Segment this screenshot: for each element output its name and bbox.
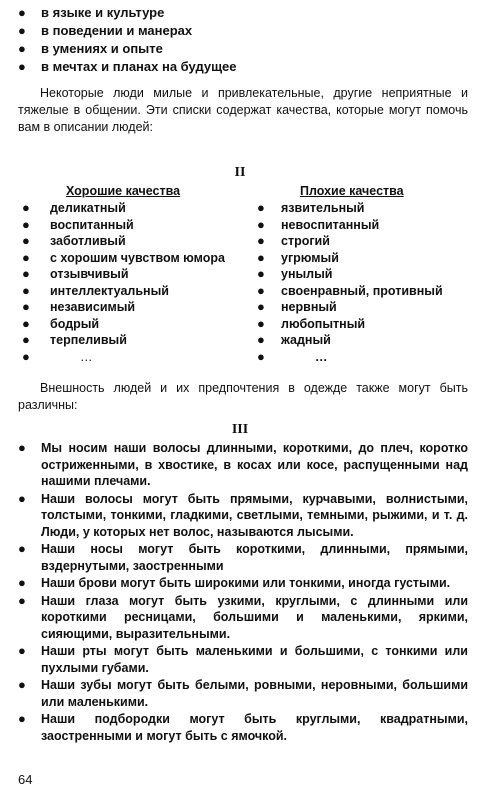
list-item-text: Наши рты могут быть маленькими и большими, с тонкими или пухлыми губами.	[41, 644, 468, 675]
bullet-icon: ●	[18, 711, 26, 726]
list-item	[253, 283, 468, 300]
section-number-3: III	[231, 422, 249, 437]
bullet-icon: ●	[257, 332, 265, 347]
bullet-icon: ●	[18, 23, 26, 38]
list-item-text: с хорошим чувством юмора	[50, 250, 225, 265]
list-item	[18, 316, 253, 333]
list-item	[253, 217, 468, 234]
bad-qualities-column	[253, 182, 468, 365]
list-item	[18, 299, 253, 316]
list-item-text: любопытный	[281, 316, 366, 331]
bullet-icon: ●	[18, 575, 26, 590]
list-item-text: строгий	[281, 234, 330, 248]
bullet-icon: ●	[22, 348, 30, 364]
list-item	[18, 440, 468, 490]
page-number: 64	[18, 772, 33, 787]
bullet-icon: ●	[257, 299, 265, 314]
list-item	[18, 200, 253, 217]
list-item-text: нервный	[281, 300, 337, 314]
bullet-icon: ●	[257, 348, 265, 364]
list-item	[18, 217, 253, 234]
list-item	[18, 40, 468, 58]
bullet-icon: ●	[22, 332, 30, 347]
bullet-icon: ●	[18, 677, 26, 692]
bullet-icon: ●	[22, 216, 30, 232]
list-item	[18, 4, 468, 22]
list-item-text: Наши носы могут быть короткими, длинными, прямыми, вздернутыми, заостренными	[41, 542, 468, 573]
bullet-icon: ●	[22, 299, 30, 314]
bullet-icon: ●	[257, 266, 265, 281]
list-item-text: …	[80, 349, 93, 364]
list-item-text: невоспитанный	[281, 217, 380, 232]
list-item-text: жадный	[281, 333, 331, 347]
list-item-text: угрюмый	[281, 250, 339, 265]
bad-qualities-heading: Плохие качества	[300, 184, 404, 198]
list-item	[18, 58, 468, 76]
list-item	[253, 266, 468, 283]
list-item	[253, 200, 468, 217]
list-item-text: в поведении и манерах	[41, 23, 193, 38]
list-item	[18, 643, 468, 676]
list-item	[18, 266, 253, 283]
bullet-icon: ●	[18, 592, 26, 608]
list-item-text: интеллектуальный	[50, 283, 169, 298]
good-qualities-column	[18, 182, 253, 365]
list-item-text: заботливый	[50, 234, 126, 248]
bad-qualities-list	[253, 200, 468, 365]
list-item	[18, 593, 468, 643]
bullet-icon: ●	[18, 41, 26, 56]
appearance-list	[18, 440, 468, 745]
list-item-text: бодрый	[50, 316, 100, 331]
list-item-text: унылый	[281, 267, 333, 281]
bullet-icon: ●	[257, 216, 265, 232]
list-item-text: Наши зубы могут быть белыми, ровными, неровными, большими или маленькими.	[41, 678, 468, 709]
bullet-icon: ●	[18, 541, 26, 556]
list-item-text: в мечтах и планах на будущее	[41, 59, 237, 74]
bullet-icon: ●	[18, 643, 26, 658]
list-item	[18, 233, 253, 250]
bullet-icon: ●	[257, 282, 265, 298]
list-item	[18, 250, 253, 267]
section-number-2: II	[234, 165, 246, 180]
bullet-icon: ●	[18, 5, 26, 20]
bullet-icon: ●	[257, 315, 265, 331]
list-item-text: своенравный, противный	[281, 283, 443, 298]
bullet-icon: ●	[257, 233, 265, 248]
list-item-text: язвительный	[281, 201, 365, 215]
list-item	[253, 349, 468, 366]
list-item	[253, 332, 468, 349]
list-item-text: Наши глаза могут быть узкими, круглыми, с длинными или короткими ресницами, большими и маленькими, яркими, сияющими, выразительными.	[41, 593, 468, 641]
list-item-text: Мы носим наши волосы длинными, короткими, до плеч, коротко остриженными, в хвостике, в косах или косе, распущенными над нашими плечами.	[41, 441, 468, 488]
bullet-icon: ●	[257, 200, 265, 215]
list-item-text: в языке и культуре	[41, 5, 165, 20]
list-item-text: воспитанный	[50, 217, 134, 232]
list-item-text: …	[315, 349, 328, 364]
bullet-icon: ●	[18, 59, 26, 74]
list-item	[18, 711, 468, 744]
intro-paragraph: Некоторые люди милые и привлекательные, другие неприятные и тяжелые в общении. Эти списки содержат качества, которые могут помочь вам в описании людей:	[18, 86, 468, 134]
list-item-text: Наши волосы могут быть прямыми, курчавыми, волнистыми, толстыми, тонкими, гладкими, светлыми, темными, рыжими, и т. д. Люди, у которых нет волос, называются лысыми.	[41, 491, 468, 539]
list-item	[18, 349, 253, 366]
bullet-icon: ●	[22, 200, 30, 215]
list-item-text: деликатный	[50, 201, 126, 215]
good-qualities-heading: Хорошие качества	[66, 184, 181, 198]
list-item	[18, 332, 253, 349]
list-item	[18, 541, 468, 574]
bullet-icon: ●	[257, 249, 265, 265]
bullet-icon: ●	[18, 440, 26, 455]
bullet-icon: ●	[22, 282, 30, 298]
list-item	[18, 491, 468, 541]
list-item-text: Наши подбородки могут быть круглыми, квадратными, заостренными и могут быть с ямочкой.	[41, 712, 468, 743]
list-item	[18, 283, 253, 300]
bullet-icon: ●	[22, 233, 30, 248]
list-item	[18, 22, 468, 40]
list-item-text: Наши брови могут быть широкими или тонкими, иногда густыми.	[41, 576, 451, 590]
bullet-icon: ●	[22, 315, 30, 331]
list-item	[18, 575, 468, 592]
list-item-text: терпеливый	[50, 333, 127, 347]
appearance-paragraph: Внешность людей и их предпочтения в одежде также могут быть различны:	[18, 381, 468, 412]
list-item-text: в умениях и опыте	[41, 41, 163, 56]
list-item	[18, 677, 468, 710]
list-item	[253, 299, 468, 316]
bullet-icon: ●	[22, 249, 30, 265]
bullet-icon: ●	[18, 490, 26, 506]
differences-list	[18, 4, 468, 76]
bullet-icon: ●	[22, 266, 30, 281]
list-item	[253, 316, 468, 333]
list-item	[253, 233, 468, 250]
list-item	[253, 250, 468, 267]
list-item-text: отзывчивый	[50, 267, 129, 281]
list-item-text: независимый	[50, 300, 136, 314]
good-qualities-list	[18, 200, 253, 365]
